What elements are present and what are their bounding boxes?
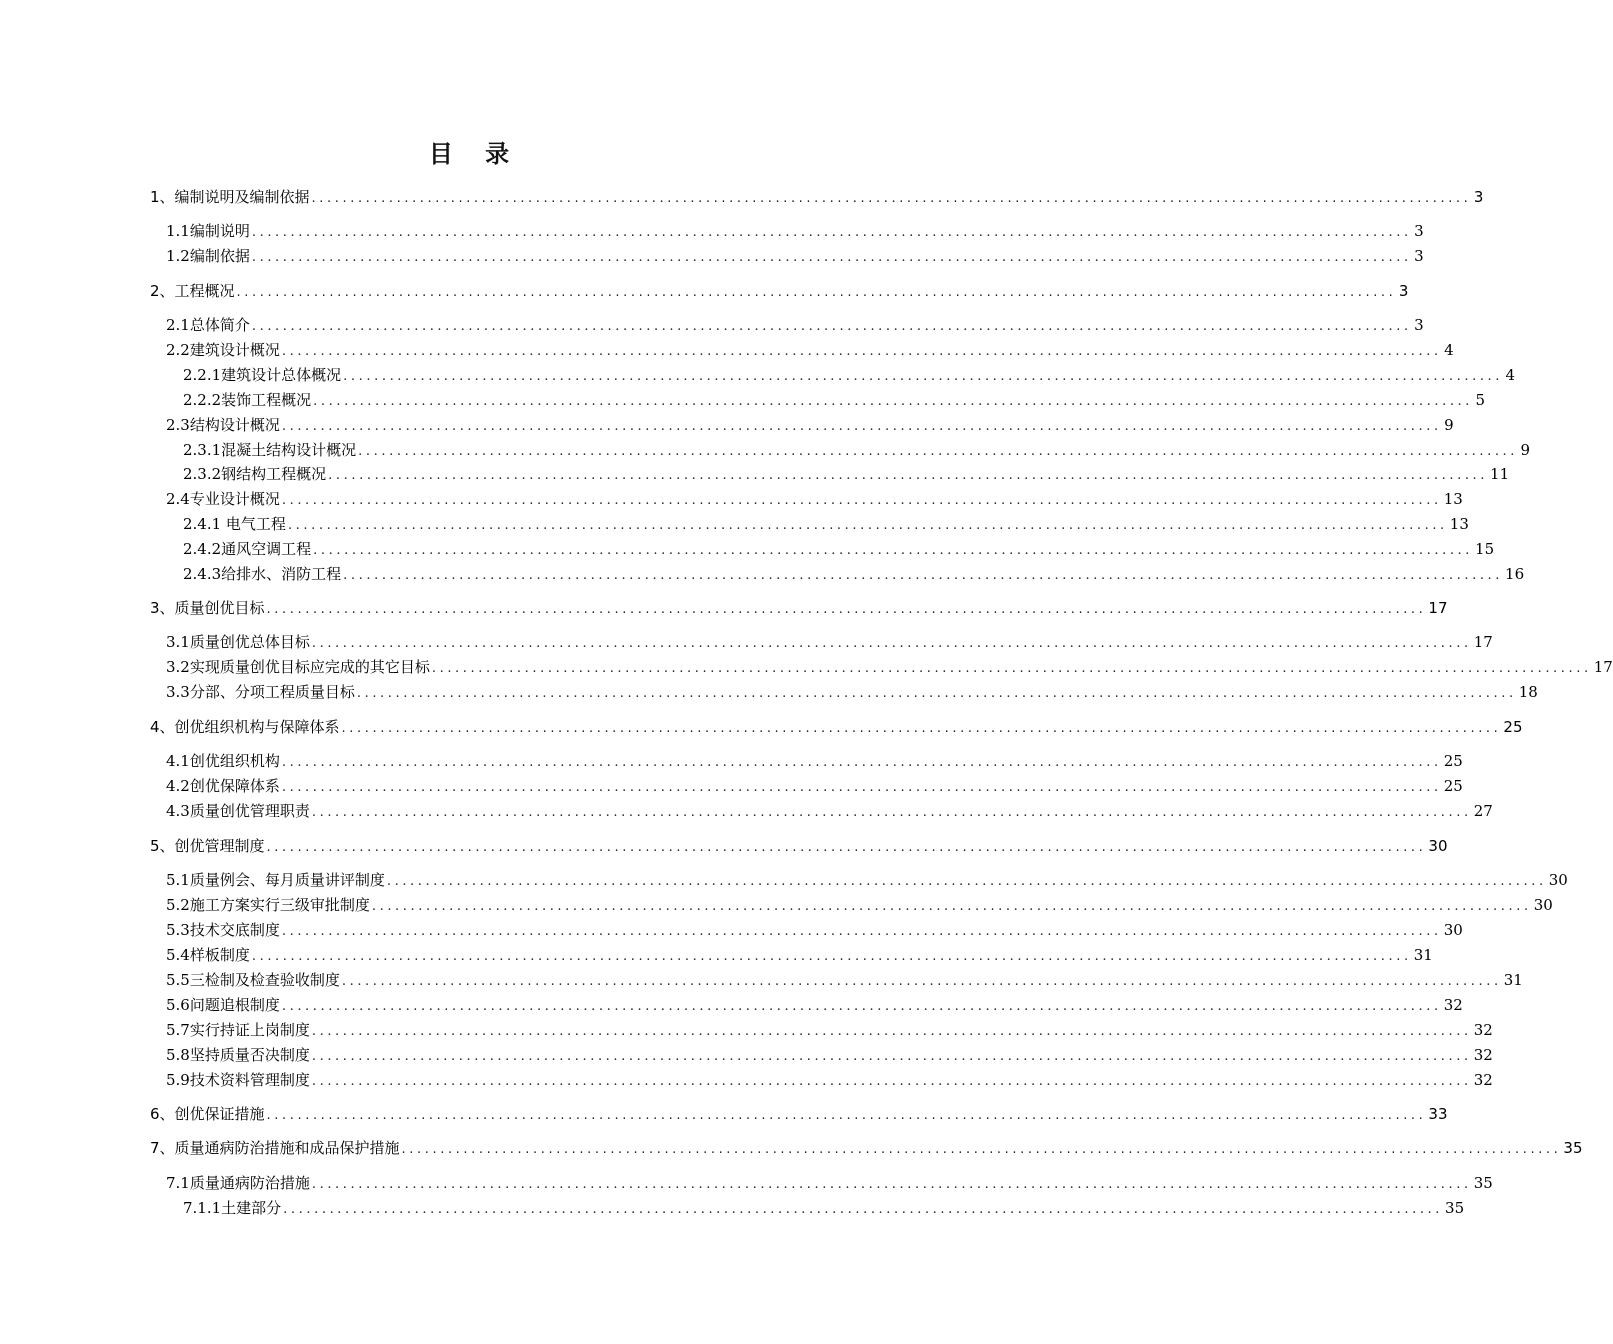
toc-dot-leader: ...................................................................................................................................................... xyxy=(281,780,1442,795)
toc-dot-leader: ...................................................................................................................................................... xyxy=(281,999,1442,1014)
toc-entry-label: 5.9技术资料管理制度 xyxy=(166,1071,310,1089)
toc-entry-label: 3.2实现质量创优目标应完成的其它目标 xyxy=(166,658,430,676)
toc-entry-label: 6、创优保证措施 xyxy=(150,1105,265,1123)
toc-entry-label: 2、工程概况 xyxy=(150,282,235,300)
toc-entry[interactable] xyxy=(150,1137,1583,1159)
toc-entry[interactable] xyxy=(166,681,1538,703)
toc-dot-leader: ...................................................................................................................................................... xyxy=(281,493,1442,508)
toc-entry[interactable] xyxy=(150,716,1523,738)
toc-entry[interactable] xyxy=(166,656,1613,678)
toc-page-number: 31 xyxy=(1413,946,1433,964)
toc-page-number: 30 xyxy=(1443,921,1463,939)
toc-entry-label: 1、编制说明及编制依据 xyxy=(150,188,310,206)
toc-dot-leader: ...................................................................................................................................................... xyxy=(313,543,1474,558)
toc-entry[interactable] xyxy=(166,1069,1493,1091)
toc-entry[interactable] xyxy=(166,919,1463,941)
toc-dot-leader: ...................................................................................................................................................... xyxy=(251,225,1412,240)
toc-dot-leader: ...................................................................................................................................................... xyxy=(343,568,1504,583)
toc-dot-leader: ...................................................................................................................................................... xyxy=(236,285,1397,300)
toc-entry-label: 5.3技术交底制度 xyxy=(166,921,280,939)
toc-entry[interactable] xyxy=(183,1197,1465,1219)
toc-page-number: 17 xyxy=(1593,658,1613,676)
toc-dot-leader: ...................................................................................................................................................... xyxy=(251,250,1412,265)
toc-entry[interactable] xyxy=(150,597,1448,619)
toc-entry-label: 2.4专业设计概况 xyxy=(166,490,280,508)
toc-page-number: 32 xyxy=(1443,996,1463,1014)
toc-entry-label: 2.1总体简介 xyxy=(166,316,250,334)
toc-page-number: 15 xyxy=(1475,540,1495,558)
toc-entry[interactable] xyxy=(166,1172,1493,1194)
toc-page-number: 3 xyxy=(1414,222,1424,240)
toc-entry-label: 2.4.1 电气工程 xyxy=(183,515,286,533)
toc-entry-label: 7、质量通病防治措施和成品保护措施 xyxy=(150,1139,400,1157)
toc-dot-leader: ...................................................................................................................................................... xyxy=(281,924,1442,939)
toc-entry[interactable] xyxy=(166,245,1424,267)
toc-entry[interactable] xyxy=(150,280,1409,302)
toc-dot-leader: ...................................................................................................................................................... xyxy=(311,1074,1472,1089)
toc-dot-leader: ...................................................................................................................................................... xyxy=(281,344,1442,359)
toc-dot-leader: ...................................................................................................................................................... xyxy=(341,721,1502,736)
toc-entry[interactable] xyxy=(166,414,1454,436)
toc-entry-label: 5.1质量例会、每月质量讲评制度 xyxy=(166,871,385,889)
toc-entry[interactable] xyxy=(183,463,1510,485)
toc-dot-leader: ...................................................................................................................................................... xyxy=(287,518,1448,533)
toc-entry-label: 4.2创优保障体系 xyxy=(166,777,280,795)
toc-dot-leader: ...................................................................................................................................................... xyxy=(371,899,1532,914)
toc-entry[interactable] xyxy=(183,439,1531,461)
toc-entry-label: 7.1质量通病防治措施 xyxy=(166,1174,310,1192)
toc-page-number: 17 xyxy=(1428,599,1448,617)
toc-page-number: 18 xyxy=(1518,683,1538,701)
toc-page-number: 32 xyxy=(1473,1046,1493,1064)
toc-entry-label: 2.2.1建筑设计总体概况 xyxy=(183,366,342,384)
toc-page-number: 16 xyxy=(1505,565,1525,583)
toc-entry[interactable] xyxy=(183,538,1495,560)
toc-page-number: 4 xyxy=(1444,341,1454,359)
toc-entry-label: 5.8坚持质量否决制度 xyxy=(166,1046,310,1064)
toc-entry[interactable] xyxy=(166,775,1463,797)
toc-entry[interactable] xyxy=(183,364,1516,386)
toc-page-number: 13 xyxy=(1449,515,1469,533)
toc-page-number: 17 xyxy=(1473,633,1493,651)
toc-page-number: 33 xyxy=(1428,1105,1448,1123)
toc-dot-leader: ...................................................................................................................................................... xyxy=(283,1202,1444,1217)
toc-entry-label: 2.2建筑设计概况 xyxy=(166,341,280,359)
toc-dot-leader: ...................................................................................................................................................... xyxy=(311,636,1472,651)
toc-entry-label: 3、质量创优目标 xyxy=(150,599,265,617)
toc-page-number: 35 xyxy=(1473,1174,1493,1192)
toc-page-number: 9 xyxy=(1520,441,1531,459)
toc-dot-leader: ...................................................................................................................................................... xyxy=(356,686,1517,701)
toc-entry[interactable] xyxy=(150,835,1448,857)
toc-dot-leader: ...................................................................................................................................................... xyxy=(281,755,1442,770)
toc-entry-label: 3.3分部、分项工程质量目标 xyxy=(166,683,355,701)
toc-entry-label: 4、创优组织机构与保障体系 xyxy=(150,718,340,736)
toc-entry-label: 1.1编制说明 xyxy=(166,222,250,240)
toc-entry-label: 5.7实行持证上岗制度 xyxy=(166,1021,310,1039)
toc-title: 目 录 xyxy=(428,140,522,168)
toc-dot-leader: ...................................................................................................................................................... xyxy=(251,949,1412,964)
toc-dot-leader: ...................................................................................................................................................... xyxy=(328,468,1489,483)
toc-entry[interactable] xyxy=(166,631,1493,653)
toc-page-number: 35 xyxy=(1563,1139,1583,1157)
toc-entry-label: 2.4.3给排水、消防工程 xyxy=(183,565,342,583)
toc-entry-label: 5.6问题追根制度 xyxy=(166,996,280,1014)
toc-entry-label: 1.2编制依据 xyxy=(166,247,250,265)
toc-entry[interactable] xyxy=(150,186,1484,208)
toc-page-number: 32 xyxy=(1473,1021,1493,1039)
toc-entry[interactable] xyxy=(166,314,1424,336)
toc-dot-leader: ...................................................................................................................................................... xyxy=(358,444,1519,459)
toc-page-number: 30 xyxy=(1428,837,1448,855)
toc-entry[interactable] xyxy=(166,220,1424,242)
toc-page-number: 30 xyxy=(1548,871,1568,889)
toc-page-number: 35 xyxy=(1445,1199,1465,1217)
toc-entry-label: 5.5三检制及检查验收制度 xyxy=(166,971,340,989)
toc-page-number: 25 xyxy=(1503,718,1523,736)
toc-dot-leader: ...................................................................................................................................................... xyxy=(311,1177,1472,1192)
toc-entry[interactable] xyxy=(166,969,1523,991)
toc-entry[interactable] xyxy=(166,339,1454,361)
toc-entry-label: 5.4样板制度 xyxy=(166,946,250,964)
toc-dot-leader: ...................................................................................................................................................... xyxy=(266,840,1427,855)
toc-page-number: 3 xyxy=(1414,247,1424,265)
toc-dot-leader: ...................................................................................................................................................... xyxy=(266,1108,1427,1123)
toc-entry-label: 2.3.1混凝土结构设计概况 xyxy=(183,441,357,459)
toc-dot-leader: ...................................................................................................................................................... xyxy=(266,602,1427,617)
toc-page-number: 30 xyxy=(1533,896,1553,914)
toc-entry[interactable] xyxy=(166,869,1568,891)
toc-page-number: 4 xyxy=(1505,366,1516,384)
toc-page-number: 11 xyxy=(1490,465,1510,483)
toc-entry[interactable] xyxy=(166,1019,1493,1041)
toc-page-number: 3 xyxy=(1473,188,1484,206)
toc-page-number: 31 xyxy=(1503,971,1523,989)
toc-entry-label: 4.3质量创优管理职责 xyxy=(166,802,310,820)
toc-page-number: 5 xyxy=(1475,391,1486,409)
toc-entry-label: 2.2.2装饰工程概况 xyxy=(183,391,312,409)
toc-entry-label: 4.1创优组织机构 xyxy=(166,752,280,770)
toc-entry[interactable] xyxy=(150,1103,1448,1125)
toc-entry[interactable] xyxy=(183,513,1469,535)
toc-dot-leader: ...................................................................................................................................................... xyxy=(311,1049,1472,1064)
toc-entry[interactable] xyxy=(166,488,1463,510)
toc-dot-leader: ...................................................................................................................................................... xyxy=(281,419,1442,434)
toc-dot-leader: ...................................................................................................................................................... xyxy=(251,319,1412,334)
toc-entry[interactable] xyxy=(166,750,1463,772)
toc-dot-leader: ...................................................................................................................................................... xyxy=(401,1142,1562,1157)
toc-entry[interactable] xyxy=(183,389,1486,411)
toc-entry[interactable] xyxy=(166,1044,1493,1066)
toc-entry-label: 2.4.2通风空调工程 xyxy=(183,540,312,558)
toc-page-number: 25 xyxy=(1443,752,1463,770)
toc-entry-label: 5.2施工方案实行三级审批制度 xyxy=(166,896,370,914)
toc-entry-label: 5、创优管理制度 xyxy=(150,837,265,855)
toc-dot-leader: ...................................................................................................................................................... xyxy=(431,661,1592,676)
toc-page-number: 3 xyxy=(1398,282,1409,300)
toc-page-number: 9 xyxy=(1444,416,1454,434)
toc-entry[interactable] xyxy=(166,944,1433,966)
toc-dot-leader: ...................................................................................................................................................... xyxy=(311,191,1472,206)
toc-dot-leader: ...................................................................................................................................................... xyxy=(341,974,1502,989)
toc-dot-leader: ...................................................................................................................................................... xyxy=(313,394,1474,409)
toc-entry[interactable] xyxy=(166,800,1493,822)
toc-entry[interactable] xyxy=(166,994,1463,1016)
toc-entry[interactable] xyxy=(166,894,1553,916)
toc-page-number: 13 xyxy=(1443,490,1463,508)
toc-entry-label: 2.3结构设计概况 xyxy=(166,416,280,434)
toc-entry-label: 3.1质量创优总体目标 xyxy=(166,633,310,651)
toc-entry-label: 7.1.1土建部分 xyxy=(183,1199,282,1217)
toc-page-number: 27 xyxy=(1473,802,1493,820)
toc-entry[interactable] xyxy=(183,563,1525,585)
toc-page-number: 3 xyxy=(1414,316,1424,334)
toc-dot-leader: ...................................................................................................................................................... xyxy=(386,874,1547,889)
toc-dot-leader: ...................................................................................................................................................... xyxy=(311,805,1472,820)
toc-dot-leader: ...................................................................................................................................................... xyxy=(343,369,1504,384)
toc-page-number: 32 xyxy=(1473,1071,1493,1089)
toc-dot-leader: ...................................................................................................................................................... xyxy=(311,1024,1472,1039)
toc-entry-label: 2.3.2钢结构工程概况 xyxy=(183,465,327,483)
toc-page-number: 25 xyxy=(1443,777,1463,795)
